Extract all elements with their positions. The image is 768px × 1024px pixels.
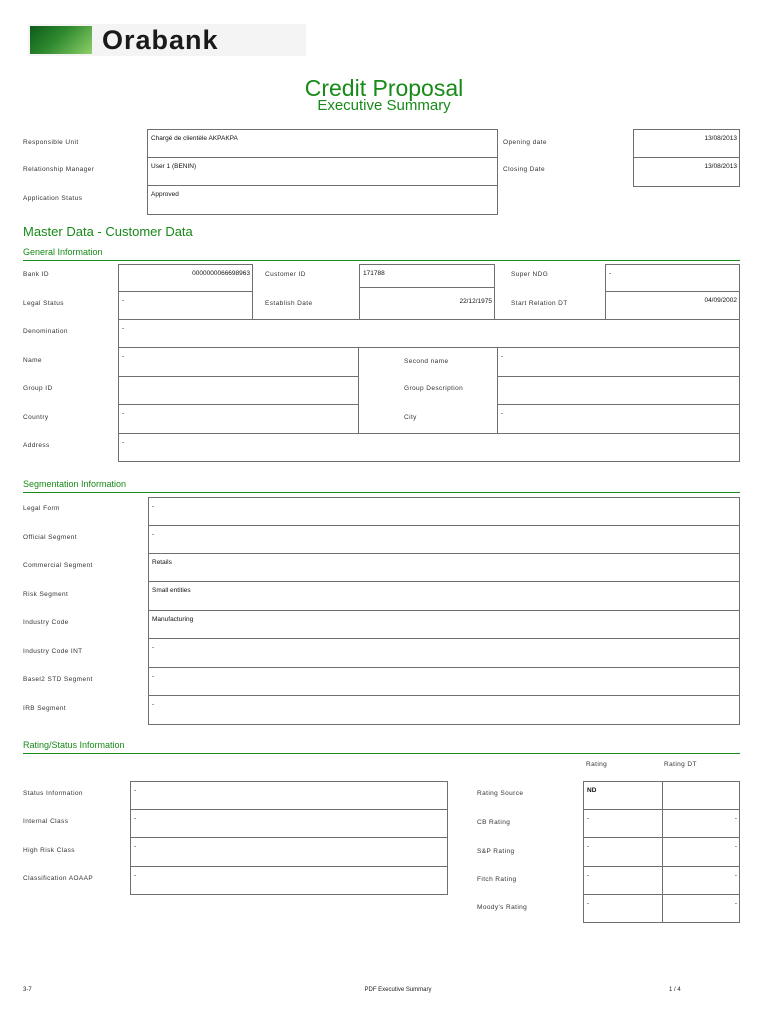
- rating-value: ND: [587, 787, 597, 794]
- second-name-label: Second name: [404, 358, 449, 365]
- rating-value-box: [583, 866, 663, 895]
- responsible-unit-label: Responsible Unit: [23, 139, 79, 146]
- segment-row-box: [148, 667, 740, 696]
- rating-value: -: [587, 900, 590, 907]
- segment-row-label: Risk Segment: [23, 591, 69, 598]
- rating-column-header: Rating: [586, 761, 608, 768]
- denomination-label: Denomination: [23, 328, 68, 335]
- status-row-label: Internal Class: [23, 818, 69, 825]
- responsible-unit-box: [147, 129, 498, 158]
- status-row-box: [130, 781, 448, 810]
- segment-row-box: [148, 497, 740, 526]
- relationship-manager-value: User 1 (BENIN): [151, 163, 197, 170]
- group-description-label: Group Description: [404, 385, 464, 392]
- segment-row-box: [148, 525, 740, 554]
- segmentation-heading: Segmentation Information: [23, 479, 127, 489]
- super-ndg-value: -: [609, 270, 612, 277]
- rating-row-label: Fitch Rating: [477, 876, 517, 883]
- rating-value-box: [583, 894, 663, 923]
- segment-row-box: [148, 553, 740, 582]
- name-label: Name: [23, 357, 42, 364]
- status-row-box: [130, 809, 448, 838]
- orabank-logo: [28, 24, 306, 56]
- second-name-box: [497, 347, 740, 377]
- super-ndg-label: Super NDG: [511, 271, 549, 278]
- segment-row-box: [148, 610, 740, 639]
- segment-row-label: Industry Code INT: [23, 648, 83, 655]
- name-value: -: [122, 353, 125, 360]
- segment-row-value: Manufacturing: [152, 616, 194, 623]
- segment-row-value: -: [152, 673, 155, 680]
- relationship-manager-label: Relationship Manager: [23, 166, 95, 173]
- bank-id-label: Bank ID: [23, 271, 49, 278]
- rating-row-label: CB Rating: [477, 819, 511, 826]
- city-box: [497, 404, 740, 434]
- super-ndg-box: [605, 264, 740, 292]
- bank-id-value: 0000000066698963: [192, 270, 250, 277]
- second-name-value: -: [501, 353, 504, 360]
- address-label: Address: [23, 442, 50, 449]
- application-status-label: Application Status: [23, 195, 83, 202]
- segment-row-value: Small entities: [152, 587, 191, 594]
- city-label: City: [404, 414, 417, 421]
- logo-mark-icon: [30, 26, 92, 54]
- rating-date-value: -: [734, 843, 737, 850]
- segment-row-label: Commercial Segment: [23, 562, 93, 569]
- master-data-heading: Master Data - Customer Data: [23, 224, 193, 239]
- general-info-rule: [23, 260, 740, 261]
- rating-row-label: Moody's Rating: [477, 904, 528, 911]
- segment-row-box: [148, 695, 740, 725]
- status-row-box: [130, 837, 448, 867]
- country-label: Country: [23, 414, 49, 421]
- segment-row-label: Legal Form: [23, 505, 60, 512]
- rating-date-box: [662, 866, 740, 895]
- opening-date-label: Opening date: [503, 139, 547, 146]
- logo-text: Orabank: [102, 25, 219, 55]
- status-row-label: Status Information: [23, 790, 83, 797]
- segmentation-rule: [23, 492, 740, 493]
- rating-value: -: [587, 815, 590, 822]
- status-row-box: [130, 866, 448, 895]
- segment-row-value: -: [152, 644, 155, 651]
- segment-row-value: -: [152, 701, 155, 708]
- closing-date-box: [633, 157, 740, 187]
- application-status-box: [147, 185, 498, 215]
- segment-row-label: IRB Segment: [23, 705, 67, 712]
- country-box: [118, 404, 359, 434]
- rating-heading: Rating/Status Information: [23, 740, 125, 750]
- rating-value-box: [583, 781, 663, 810]
- segment-row-label: Official Segment: [23, 534, 77, 541]
- bank-id-box: [118, 264, 253, 292]
- customer-id-label: Customer ID: [265, 271, 306, 278]
- rating-value: -: [587, 843, 590, 850]
- legal-status-label: Legal Status: [23, 300, 64, 307]
- denomination-box: [118, 319, 740, 348]
- general-info-heading: General Information: [23, 247, 103, 257]
- customer-id-value: 171788: [363, 270, 385, 277]
- start-relation-label: Start Relation DT: [511, 300, 568, 307]
- group-description-box: [497, 376, 740, 405]
- page-title: Credit Proposal: [304, 75, 464, 101]
- establish-date-box: [359, 287, 495, 320]
- opening-date-box: [633, 129, 740, 158]
- name-box: [118, 347, 359, 377]
- status-row-value: -: [134, 787, 137, 794]
- establish-date-value: 22/12/1975: [459, 298, 492, 305]
- segment-row-value: -: [152, 503, 155, 510]
- status-row-label: High Risk Class: [23, 847, 75, 854]
- start-relation-box: [605, 291, 740, 320]
- segment-row-box: [148, 638, 740, 668]
- address-value: -: [122, 439, 125, 446]
- closing-date-value: 13/08/2013: [704, 163, 737, 170]
- city-value: -: [501, 410, 504, 417]
- status-row-label: Classification AOAAP: [23, 875, 94, 882]
- legal-status-box: [118, 291, 253, 320]
- footer-page-number: 1 / 4: [669, 987, 681, 993]
- closing-date-label: Closing Date: [503, 166, 546, 173]
- country-value: -: [122, 410, 125, 417]
- rating-rule: [23, 753, 740, 754]
- legal-status-value: -: [122, 297, 125, 304]
- opening-date-value: 13/08/2013: [704, 135, 737, 142]
- segment-row-box: [148, 581, 740, 611]
- footer-left: 3-7: [23, 987, 32, 993]
- relationship-manager-box: [147, 157, 498, 186]
- establish-date-label: Establish Date: [265, 300, 313, 307]
- application-status-value: Approved: [151, 191, 179, 198]
- rating-date-box: [662, 894, 740, 923]
- footer-center: PDF Executive Summary: [364, 987, 432, 993]
- rating-date-value: -: [734, 872, 737, 879]
- responsible-unit-value: Chargé de clientèle AKPAKPA: [151, 135, 238, 142]
- page-subtitle: Executive Summary: [317, 97, 451, 114]
- status-row-value: -: [134, 843, 137, 850]
- rating-date-value: -: [734, 900, 737, 907]
- rating-date-box: [662, 781, 740, 810]
- rating-value-box: [583, 837, 663, 867]
- group-id-label: Group ID: [23, 385, 53, 392]
- rating-row-label: S&P Rating: [477, 848, 515, 855]
- status-row-value: -: [134, 815, 137, 822]
- segment-row-label: Basel2 STD Segment: [23, 676, 93, 683]
- group-id-box: [118, 376, 359, 405]
- rating-date-box: [662, 809, 740, 838]
- status-row-value: -: [134, 872, 137, 879]
- start-relation-value: 04/09/2002: [704, 297, 737, 304]
- address-box: [118, 433, 740, 462]
- rating-row-label: Rating Source: [477, 790, 524, 797]
- rating-dt-column-header: Rating DT: [664, 761, 697, 768]
- rating-value: -: [587, 872, 590, 879]
- rating-value-box: [583, 809, 663, 838]
- segment-row-label: Industry Code: [23, 619, 69, 626]
- denomination-value: -: [122, 325, 125, 332]
- segment-row-value: -: [152, 531, 155, 538]
- rating-date-value: -: [734, 815, 737, 822]
- segment-row-value: Retails: [152, 559, 172, 566]
- rating-date-box: [662, 837, 740, 867]
